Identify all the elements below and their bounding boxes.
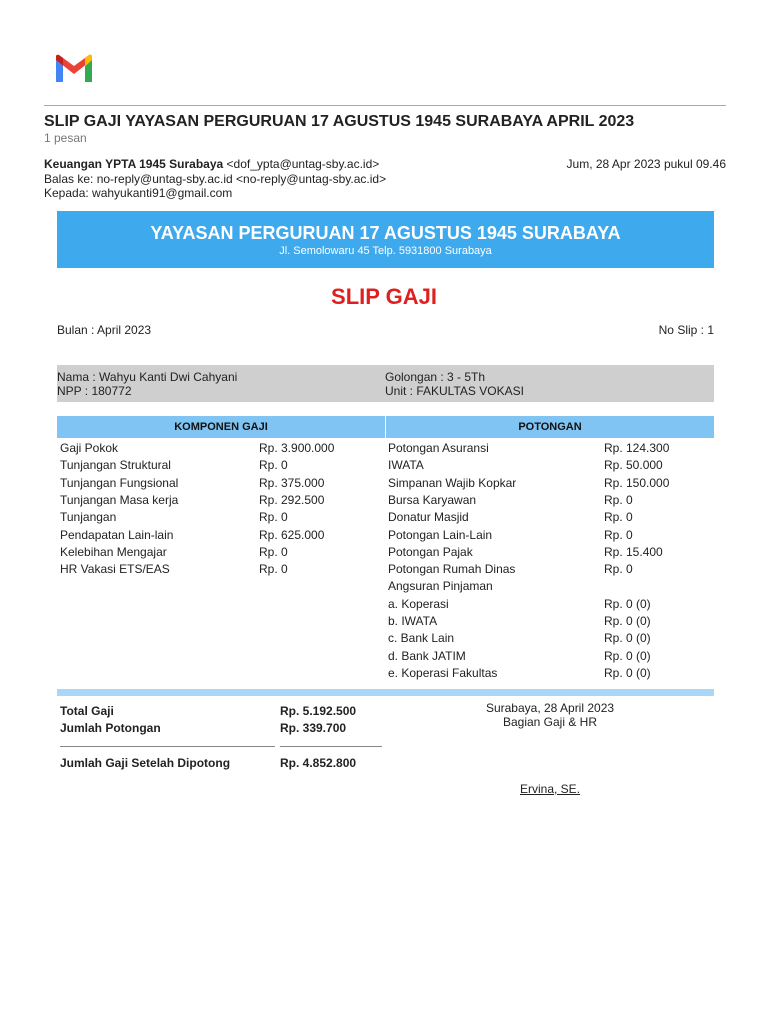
employee-name: Nama : Wahyu Kanti Dwi Cahyani [57,370,238,384]
potongan-value: Rp. 0 [604,527,633,542]
signature-department: Bagian Gaji & HR [502,715,598,729]
email-date: Jum, 28 Apr 2023 pukul 09.46 [566,157,726,171]
jumlah-potongan-label: Jumlah Potongan [60,721,161,735]
potongan-value: Rp. 0 (0) [604,665,651,680]
employee-unit: Unit : FAKULTAS VOKASI [385,384,524,398]
potongan-header: POTONGAN [386,416,714,438]
komponen-label: Gaji Pokok [60,441,119,455]
net-salary-label: Jumlah Gaji Setelah Dipotong [60,756,231,770]
jumlah-potongan-value: Rp. 339.700 [280,721,347,735]
potongan-value: Rp. 0 [604,562,633,577]
komponen-value: Rp. 0 [259,544,288,559]
komponen-value: Rp. 625.000 [259,527,325,542]
employee-golongan: Golongan : 3 - 5Th [385,370,486,384]
potongan-value: Rp. 50.000 [604,458,663,473]
komponen-label: HR Vakasi ETS/EAS [60,562,170,577]
slip-title: SLIP GAJI [331,284,437,309]
komponen-label: Tunjangan Fungsional [60,475,179,490]
komponen-value: Rp. 375.000 [259,475,325,490]
komponen-value: Rp. 0 [259,562,288,577]
komponen-header: KOMPONEN GAJI [57,416,385,438]
gmail-logo-icon [54,54,94,84]
potongan-label: Angsuran Pinjaman [388,579,493,594]
sender-email[interactable]: <dof_ypta@untag-sby.ac.id> [226,157,380,171]
slip-number: No Slip : 1 [658,323,714,337]
potongan-label: Potongan Rumah Dinas [388,562,516,577]
signature-place-date: Surabaya, 28 April 2023 [485,701,615,715]
komponen-label: Pendapatan Lain-lain [60,527,174,542]
komponen-value: Rp. 0 [259,510,288,525]
potongan-value: Rp. 0 (0) [604,631,651,646]
reply-to: Balas ke: no-reply@untag-sby.ac.id <no-reply@untag-sby.ac.id> [44,172,387,186]
section-divider [57,689,714,696]
potongan-label: Potongan Lain-Lain [388,527,493,542]
potongan-value: Rp. 0 (0) [604,614,651,628]
potongan-label: b. IWATA [388,614,438,628]
potongan-label: Bursa Karyawan [388,492,477,507]
totals-divider-right [280,746,382,747]
komponen-label: Tunjangan Masa kerja [60,492,179,507]
sender-line [44,157,379,171]
signature-name: Ervina, SE. [520,782,581,796]
employee-info [57,365,714,402]
potongan-value: Rp. 0 (0) [604,648,651,663]
potongan-label: Simpanan Wajib Kopkar [388,475,517,490]
potongan-label: e. Koperasi Fakultas [388,665,498,680]
email-subject: SLIP GAJI YAYASAN PERGURUAN 17 AGUSTUS 1945 SURABAYA APRIL 2023 [44,113,635,130]
potongan-label: IWATA [388,458,424,473]
header-divider [44,105,726,106]
potongan-value: Rp. 124.300 [604,441,670,455]
potongan-value: Rp. 0 (0) [604,596,651,611]
net-salary-value: Rp. 4.852.800 [280,756,357,770]
potongan-value: Rp. 0 [604,492,633,507]
komponen-label: Tunjangan Struktural [60,458,171,473]
message-count: 1 pesan [44,131,87,145]
potongan-label: Donatur Masjid [388,510,469,525]
total-gaji-label: Total Gaji [60,704,114,718]
potongan-label: Potongan Asuransi [388,441,489,455]
institution-address: Jl. Semolowaru 45 Telp. 5931800 Surabaya [279,245,492,257]
institution-title: YAYASAN PERGURUAN 17 AGUSTUS 1945 SURABAYA [150,223,621,243]
recipient: Kepada: wahyukanti91@gmail.com [44,186,233,200]
totals-divider-left [60,746,275,747]
slip-month: Bulan : April 2023 [57,323,152,337]
employee-npp: NPP : 180772 [57,384,132,398]
potongan-label: Potongan Pajak [388,544,473,559]
komponen-value: Rp. 292.500 [259,492,325,507]
komponen-label: Kelebihan Mengajar [60,544,167,559]
potongan-value: Rp. 150.000 [604,475,670,490]
institution-banner [57,211,714,268]
komponen-value: Rp. 3.900.000 [259,441,335,455]
potongan-label: d. Bank JATIM [388,648,466,663]
potongan-label: a. Koperasi [388,596,449,611]
komponen-label: Tunjangan [60,510,117,525]
total-gaji-value: Rp. 5.192.500 [280,704,357,718]
potongan-value: Rp. 15.400 [604,544,663,559]
sender-name[interactable]: Keuangan YPTA 1945 Surabaya [44,157,224,171]
komponen-value: Rp. 0 [259,458,288,473]
potongan-label: c. Bank Lain [388,631,455,646]
potongan-value: Rp. 0 [604,510,633,525]
